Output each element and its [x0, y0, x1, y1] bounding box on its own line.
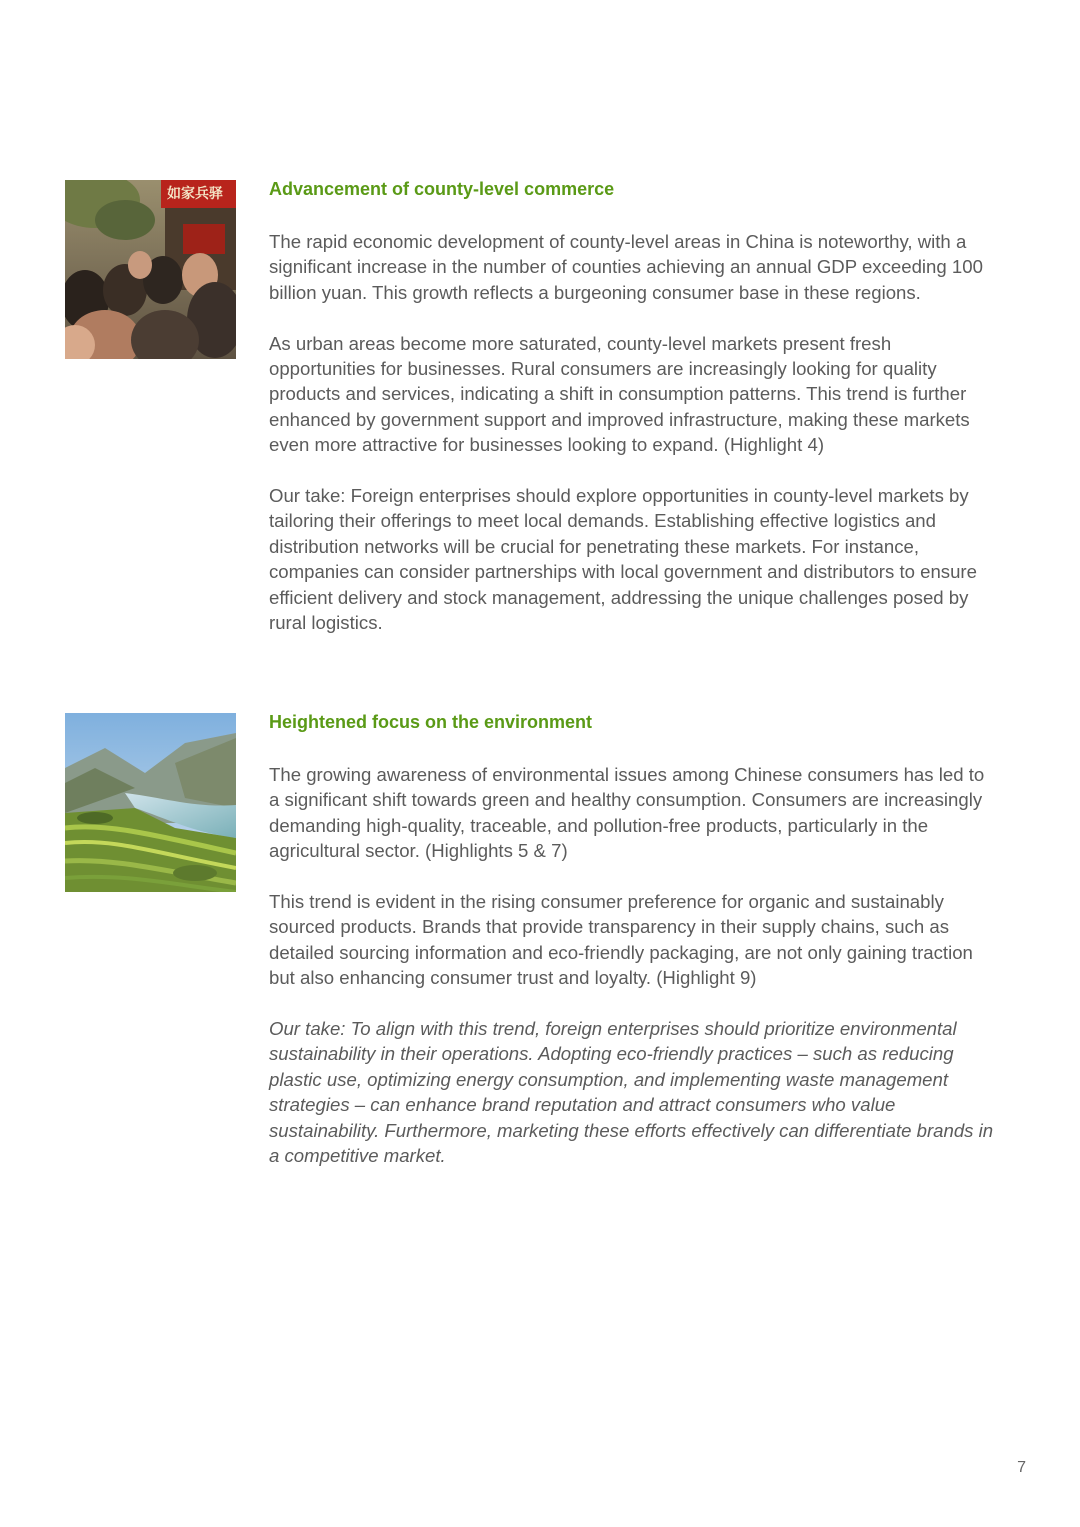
market-crowd-photo [65, 180, 236, 359]
body-paragraph: The growing awareness of environmental issues among Chinese consumers has led to a significant shift towards green and healthy consumption. Consumers are increasingly demanding high-quality, traceable, and pollution-free products, particularly in the agricultural sector. (Highlights 5 & 7) [269, 764, 985, 862]
our-take-paragraph: Our take: To align with this trend, foreign enterprises should prioritize environmental sustainability in their operations. Adopting eco-friendly practices – such as reducing plastic use, optimizing energy consumption, and implementing waste management strategies – can enhance brand reputation and attract consumers who value sustainability. Furthermore, marketing these efforts effectively can differentiate brands in a competitive market. [269, 1018, 994, 1167]
section-content [269, 178, 999, 635]
body-paragraph: The rapid economic development of county-level areas in China is noteworthy, with a significant increase in the number of counties achieving an annual GDP exceeding 100 billion yuan. This growth reflects a burgeoning consumer base in these regions. [269, 231, 983, 303]
our-take-paragraph: Our take: Foreign enterprises should explore opportunities in county-level markets by tailoring their offerings to meet local demands. Establishing effective logistics and distribution networks will be crucial for penetrating these markets. For instance, companies can consider partnerships with local government and distributors to ensure efficient delivery and stock management, addressing the unique challenges posed by rural logistics. [269, 485, 977, 634]
section-heading: Heightened focus on the environment [269, 712, 593, 732]
svg-text:如家兵驿: 如家兵驿 [167, 186, 223, 202]
section-content [269, 711, 999, 1168]
river-valley-landscape-photo [65, 713, 236, 892]
body-paragraph: As urban areas become more saturated, county-level markets present fresh opportunities for businesses. Rural consumers are increasingly looking for quality products and services, indicating a shift in consumption patterns. This trend is further enhanced by government support and improved infrastructure, making these markets even more attractive for businesses looking to expand. (Highlight 4) [269, 332, 970, 456]
body-paragraph: This trend is evident in the rising consumer preference for organic and sustainably sourced products. Brands that provide transparency in their supply chains, such as detailed sourcing information and eco-friendly packaging, are not only gaining traction but also enhancing consumer trust and loyalty. (Highlight 9) [269, 891, 973, 989]
page-number: 7 [1017, 1459, 1026, 1476]
section-heading: Advancement of county-level commerce [269, 179, 615, 199]
